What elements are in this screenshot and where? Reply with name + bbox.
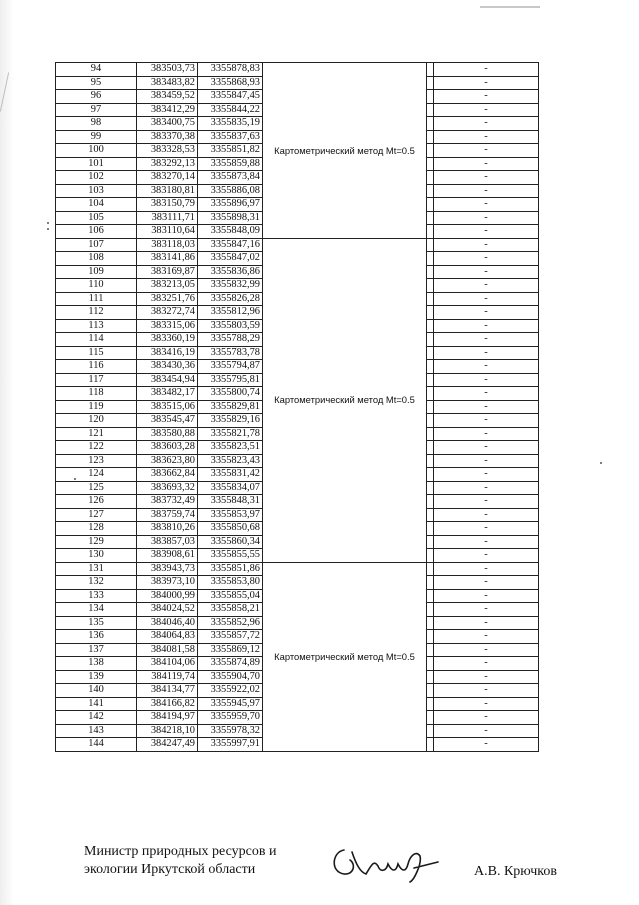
accuracy-cell: - [434, 508, 539, 522]
point-number-cell: 114 [56, 333, 137, 347]
scan-edge [0, 0, 14, 905]
accuracy-cell: - [434, 481, 539, 495]
y-coordinate-cell: 3355873,84 [198, 171, 263, 185]
signer-position-line-1: Министр природных ресурсов и [84, 844, 277, 859]
x-coordinate-cell: 383292,13 [137, 157, 198, 171]
x-coordinate-cell: 383370,38 [137, 130, 198, 144]
point-number-cell: 109 [56, 265, 137, 279]
y-coordinate-cell: 3355847,45 [198, 90, 263, 104]
column-gap [427, 738, 434, 752]
y-coordinate-cell: 3355874,89 [198, 657, 263, 671]
column-gap [427, 576, 434, 590]
accuracy-cell: - [434, 454, 539, 468]
column-gap [427, 549, 434, 563]
y-coordinate-cell: 3355788,29 [198, 333, 263, 347]
x-coordinate-cell: 384166,82 [137, 697, 198, 711]
x-coordinate-cell: 383515,06 [137, 400, 198, 414]
x-coordinate-cell: 383416,19 [137, 346, 198, 360]
y-coordinate-cell: 3355803,59 [198, 319, 263, 333]
x-coordinate-cell: 383400,75 [137, 117, 198, 131]
x-coordinate-cell: 383150,79 [137, 198, 198, 212]
x-coordinate-cell: 383483,82 [137, 76, 198, 90]
accuracy-cell: - [434, 738, 539, 752]
column-gap [427, 589, 434, 603]
x-coordinate-cell: 383973,10 [137, 576, 198, 590]
point-number-cell: 134 [56, 603, 137, 617]
x-coordinate-cell: 384134,77 [137, 684, 198, 698]
point-number-cell: 107 [56, 238, 137, 252]
x-coordinate-cell: 383943,73 [137, 562, 198, 576]
scan-speck [74, 478, 76, 480]
method-cell: Картометрический метод Mt=0.5 [263, 63, 427, 239]
accuracy-cell: - [434, 265, 539, 279]
accuracy-cell: - [434, 414, 539, 428]
point-number-cell: 137 [56, 643, 137, 657]
x-coordinate-cell: 383141,86 [137, 252, 198, 266]
column-gap [427, 468, 434, 482]
y-coordinate-cell: 3355848,09 [198, 225, 263, 239]
point-number-cell: 111 [56, 292, 137, 306]
table-row [56, 562, 539, 576]
column-gap [427, 279, 434, 293]
point-number-cell: 138 [56, 657, 137, 671]
y-coordinate-cell: 3355812,96 [198, 306, 263, 320]
column-gap [427, 508, 434, 522]
column-gap [427, 225, 434, 239]
accuracy-cell: - [434, 427, 539, 441]
y-coordinate-cell: 3355896,97 [198, 198, 263, 212]
accuracy-cell: - [434, 603, 539, 617]
y-coordinate-cell: 3355850,68 [198, 522, 263, 536]
accuracy-cell: - [434, 400, 539, 414]
column-gap [427, 306, 434, 320]
column-gap [427, 319, 434, 333]
column-gap [427, 454, 434, 468]
accuracy-cell: - [434, 252, 539, 266]
point-number-cell: 117 [56, 373, 137, 387]
accuracy-cell: - [434, 279, 539, 293]
x-coordinate-cell: 383430,36 [137, 360, 198, 374]
y-coordinate-cell: 3355832,99 [198, 279, 263, 293]
column-gap [427, 184, 434, 198]
accuracy-cell: - [434, 616, 539, 630]
column-gap [427, 252, 434, 266]
accuracy-cell: - [434, 157, 539, 171]
accuracy-cell: - [434, 495, 539, 509]
column-gap [427, 427, 434, 441]
column-gap [427, 522, 434, 536]
x-coordinate-cell: 383857,03 [137, 535, 198, 549]
point-number-cell: 122 [56, 441, 137, 455]
signer-name: А.В. Крючков [474, 864, 557, 879]
x-coordinate-cell: 384104,06 [137, 657, 198, 671]
point-number-cell: 112 [56, 306, 137, 320]
y-coordinate-cell: 3355858,21 [198, 603, 263, 617]
point-number-cell: 144 [56, 738, 137, 752]
point-number-cell: 106 [56, 225, 137, 239]
x-coordinate-cell: 384046,40 [137, 616, 198, 630]
method-cell: Картометрический метод Mt=0.5 [263, 562, 427, 751]
y-coordinate-cell: 3355855,55 [198, 549, 263, 563]
point-number-cell: 135 [56, 616, 137, 630]
point-number-cell: 131 [56, 562, 137, 576]
x-coordinate-cell: 383360,19 [137, 333, 198, 347]
y-coordinate-cell: 3355847,16 [198, 238, 263, 252]
y-coordinate-cell: 3355848,31 [198, 495, 263, 509]
y-coordinate-cell: 3355821,78 [198, 427, 263, 441]
x-coordinate-cell: 384000,99 [137, 589, 198, 603]
point-number-cell: 104 [56, 198, 137, 212]
accuracy-cell: - [434, 76, 539, 90]
point-number-cell: 142 [56, 711, 137, 725]
column-gap [427, 481, 434, 495]
column-gap [427, 211, 434, 225]
point-number-cell: 105 [56, 211, 137, 225]
y-coordinate-cell: 3355823,43 [198, 454, 263, 468]
point-number-cell: 132 [56, 576, 137, 590]
accuracy-cell: - [434, 306, 539, 320]
point-number-cell: 126 [56, 495, 137, 509]
accuracy-cell: - [434, 225, 539, 239]
x-coordinate-cell: 383272,74 [137, 306, 198, 320]
y-coordinate-cell: 3355829,81 [198, 400, 263, 414]
point-number-cell: 120 [56, 414, 137, 428]
x-coordinate-cell: 383810,26 [137, 522, 198, 536]
column-gap [427, 103, 434, 117]
y-coordinate-cell: 3355837,63 [198, 130, 263, 144]
y-coordinate-cell: 3355826,28 [198, 292, 263, 306]
y-coordinate-cell: 3355852,96 [198, 616, 263, 630]
method-cell: Картометрический метод Mt=0.5 [263, 238, 427, 562]
accuracy-cell: - [434, 724, 539, 738]
x-coordinate-cell: 383213,05 [137, 279, 198, 293]
coordinates-table-body [56, 63, 539, 752]
x-coordinate-cell: 383662,84 [137, 468, 198, 482]
accuracy-cell: - [434, 90, 539, 104]
point-number-cell: 118 [56, 387, 137, 401]
accuracy-cell: - [434, 576, 539, 590]
y-coordinate-cell: 3355829,16 [198, 414, 263, 428]
accuracy-cell: - [434, 522, 539, 536]
x-coordinate-cell: 383118,03 [137, 238, 198, 252]
column-gap [427, 130, 434, 144]
y-coordinate-cell: 3355945,97 [198, 697, 263, 711]
x-coordinate-cell: 383412,29 [137, 103, 198, 117]
accuracy-cell: - [434, 441, 539, 455]
column-gap [427, 117, 434, 131]
point-number-cell: 129 [56, 535, 137, 549]
point-number-cell: 139 [56, 670, 137, 684]
y-coordinate-cell: 3355844,22 [198, 103, 263, 117]
y-coordinate-cell: 3355922,02 [198, 684, 263, 698]
table-row [56, 63, 539, 77]
accuracy-cell: - [434, 333, 539, 347]
y-coordinate-cell: 3355869,12 [198, 643, 263, 657]
y-coordinate-cell: 3355886,08 [198, 184, 263, 198]
y-coordinate-cell: 3355855,04 [198, 589, 263, 603]
accuracy-cell: - [434, 171, 539, 185]
point-number-cell: 124 [56, 468, 137, 482]
column-gap [427, 711, 434, 725]
x-coordinate-cell: 383623,80 [137, 454, 198, 468]
y-coordinate-cell: 3355835,19 [198, 117, 263, 131]
column-gap [427, 238, 434, 252]
column-gap [427, 562, 434, 576]
x-coordinate-cell: 384081,58 [137, 643, 198, 657]
y-coordinate-cell: 3355851,86 [198, 562, 263, 576]
column-gap [427, 616, 434, 630]
y-coordinate-cell: 3355851,82 [198, 144, 263, 158]
column-gap [427, 697, 434, 711]
x-coordinate-cell: 383459,52 [137, 90, 198, 104]
accuracy-cell: - [434, 630, 539, 644]
y-coordinate-cell: 3355794,87 [198, 360, 263, 374]
accuracy-cell: - [434, 144, 539, 158]
point-number-cell: 123 [56, 454, 137, 468]
column-gap [427, 76, 434, 90]
column-gap [427, 157, 434, 171]
x-coordinate-cell: 383545,47 [137, 414, 198, 428]
x-coordinate-cell: 383454,94 [137, 373, 198, 387]
accuracy-cell: - [434, 697, 539, 711]
y-coordinate-cell: 3355868,93 [198, 76, 263, 90]
accuracy-cell: - [434, 657, 539, 671]
accuracy-cell: - [434, 63, 539, 77]
accuracy-cell: - [434, 562, 539, 576]
point-number-cell: 97 [56, 103, 137, 117]
x-coordinate-cell: 383315,06 [137, 319, 198, 333]
y-coordinate-cell: 3355823,51 [198, 441, 263, 455]
accuracy-cell: - [434, 468, 539, 482]
x-coordinate-cell: 383503,73 [137, 63, 198, 77]
column-gap [427, 724, 434, 738]
accuracy-cell: - [434, 346, 539, 360]
y-coordinate-cell: 3355847,02 [198, 252, 263, 266]
column-gap [427, 495, 434, 509]
point-number-cell: 143 [56, 724, 137, 738]
x-coordinate-cell: 383693,32 [137, 481, 198, 495]
x-coordinate-cell: 383732,49 [137, 495, 198, 509]
y-coordinate-cell: 3355959,70 [198, 711, 263, 725]
x-coordinate-cell: 384064,83 [137, 630, 198, 644]
coordinates-table [55, 62, 539, 752]
point-number-cell: 127 [56, 508, 137, 522]
x-coordinate-cell: 383908,61 [137, 549, 198, 563]
x-coordinate-cell: 384194,97 [137, 711, 198, 725]
y-coordinate-cell: 3355831,42 [198, 468, 263, 482]
x-coordinate-cell: 383111,71 [137, 211, 198, 225]
point-number-cell: 133 [56, 589, 137, 603]
column-gap [427, 63, 434, 77]
accuracy-cell: - [434, 292, 539, 306]
point-number-cell: 141 [56, 697, 137, 711]
y-coordinate-cell: 3355997,91 [198, 738, 263, 752]
accuracy-cell: - [434, 130, 539, 144]
column-gap [427, 144, 434, 158]
accuracy-cell: - [434, 360, 539, 374]
scan-speck [600, 462, 602, 464]
y-coordinate-cell: 3355800,74 [198, 387, 263, 401]
x-coordinate-cell: 383759,74 [137, 508, 198, 522]
signature-block [84, 843, 276, 879]
accuracy-cell: - [434, 711, 539, 725]
y-coordinate-cell: 3355836,86 [198, 265, 263, 279]
accuracy-cell: - [434, 211, 539, 225]
column-gap [427, 333, 434, 347]
column-gap [427, 684, 434, 698]
column-gap [427, 373, 434, 387]
accuracy-cell: - [434, 549, 539, 563]
accuracy-cell: - [434, 184, 539, 198]
accuracy-cell: - [434, 117, 539, 131]
point-number-cell: 140 [56, 684, 137, 698]
column-gap [427, 441, 434, 455]
accuracy-cell: - [434, 373, 539, 387]
point-number-cell: 119 [56, 400, 137, 414]
x-coordinate-cell: 383328,53 [137, 144, 198, 158]
point-number-cell: 125 [56, 481, 137, 495]
point-number-cell: 98 [56, 117, 137, 131]
x-coordinate-cell: 383603,28 [137, 441, 198, 455]
scan-speck [47, 222, 49, 224]
column-gap [427, 387, 434, 401]
x-coordinate-cell: 383180,81 [137, 184, 198, 198]
x-coordinate-cell: 383270,14 [137, 171, 198, 185]
point-number-cell: 108 [56, 252, 137, 266]
point-number-cell: 103 [56, 184, 137, 198]
point-number-cell: 136 [56, 630, 137, 644]
y-coordinate-cell: 3355859,88 [198, 157, 263, 171]
column-gap [427, 657, 434, 671]
x-coordinate-cell: 383110,64 [137, 225, 198, 239]
accuracy-cell: - [434, 387, 539, 401]
column-gap [427, 292, 434, 306]
table-row [56, 238, 539, 252]
accuracy-cell: - [434, 198, 539, 212]
point-number-cell: 116 [56, 360, 137, 374]
column-gap [427, 535, 434, 549]
column-gap [427, 630, 434, 644]
point-number-cell: 101 [56, 157, 137, 171]
x-coordinate-cell: 384119,74 [137, 670, 198, 684]
handwritten-signature [330, 842, 440, 886]
column-gap [427, 171, 434, 185]
point-number-cell: 128 [56, 522, 137, 536]
point-number-cell: 99 [56, 130, 137, 144]
x-coordinate-cell: 383169,87 [137, 265, 198, 279]
accuracy-cell: - [434, 589, 539, 603]
accuracy-cell: - [434, 643, 539, 657]
y-coordinate-cell: 3355853,97 [198, 508, 263, 522]
point-number-cell: 102 [56, 171, 137, 185]
column-gap [427, 198, 434, 212]
scan-fold-mark [480, 6, 540, 8]
column-gap [427, 346, 434, 360]
x-coordinate-cell: 384024,52 [137, 603, 198, 617]
accuracy-cell: - [434, 670, 539, 684]
point-number-cell: 113 [56, 319, 137, 333]
x-coordinate-cell: 383251,76 [137, 292, 198, 306]
y-coordinate-cell: 3355834,07 [198, 481, 263, 495]
column-gap [427, 603, 434, 617]
y-coordinate-cell: 3355898,31 [198, 211, 263, 225]
y-coordinate-cell: 3355857,72 [198, 630, 263, 644]
accuracy-cell: - [434, 103, 539, 117]
column-gap [427, 360, 434, 374]
point-number-cell: 130 [56, 549, 137, 563]
column-gap [427, 643, 434, 657]
accuracy-cell: - [434, 535, 539, 549]
point-number-cell: 95 [56, 76, 137, 90]
column-gap [427, 400, 434, 414]
y-coordinate-cell: 3355978,32 [198, 724, 263, 738]
column-gap [427, 90, 434, 104]
column-gap [427, 670, 434, 684]
y-coordinate-cell: 3355904,70 [198, 670, 263, 684]
point-number-cell: 96 [56, 90, 137, 104]
point-number-cell: 110 [56, 279, 137, 293]
x-coordinate-cell: 383580,88 [137, 427, 198, 441]
y-coordinate-cell: 3355795,81 [198, 373, 263, 387]
x-coordinate-cell: 383482,17 [137, 387, 198, 401]
y-coordinate-cell: 3355878,83 [198, 63, 263, 77]
point-number-cell: 121 [56, 427, 137, 441]
x-coordinate-cell: 384247,49 [137, 738, 198, 752]
y-coordinate-cell: 3355853,80 [198, 576, 263, 590]
scan-speck [47, 228, 49, 230]
point-number-cell: 94 [56, 63, 137, 77]
point-number-cell: 100 [56, 144, 137, 158]
accuracy-cell: - [434, 684, 539, 698]
column-gap [427, 265, 434, 279]
y-coordinate-cell: 3355860,34 [198, 535, 263, 549]
signer-position-line-2: экологии Иркутской области [84, 862, 256, 877]
x-coordinate-cell: 384218,10 [137, 724, 198, 738]
accuracy-cell: - [434, 238, 539, 252]
accuracy-cell: - [434, 319, 539, 333]
y-coordinate-cell: 3355783,78 [198, 346, 263, 360]
column-gap [427, 414, 434, 428]
point-number-cell: 115 [56, 346, 137, 360]
